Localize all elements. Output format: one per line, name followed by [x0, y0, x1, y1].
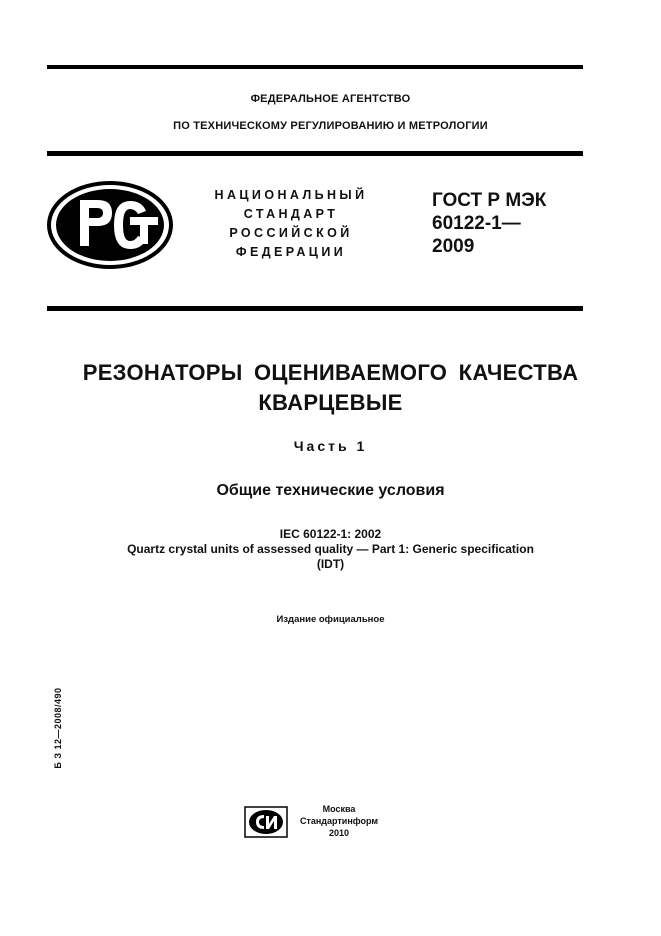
iec-reference	[0, 527, 661, 572]
top-rule	[47, 65, 583, 69]
publication-year: 2010	[328, 828, 350, 838]
agency-name-line2: ПО ТЕХНИЧЕСКОМУ РЕГУЛИРОВАНИЮ И МЕТРОЛОГИИ	[173, 120, 488, 132]
standard-code-line3: 2009	[432, 236, 475, 257]
standard-code-line2: 60122-1—	[432, 213, 521, 234]
standard-label-line3: РОССИЙСКОЙ	[229, 226, 353, 240]
publisher-city: Москва	[322, 804, 356, 814]
national-standard-label	[196, 186, 386, 262]
publisher-info	[291, 803, 387, 839]
document-subtitle: Общие технические условия	[216, 482, 445, 499]
publisher-logo	[244, 806, 288, 838]
edition-label: Издание официальное	[276, 614, 385, 625]
document-title-line1: РЕЗОНАТОРЫ ОЦЕНИВАЕМОГО КАЧЕСТВА	[82, 360, 579, 385]
standard-code	[432, 189, 592, 258]
part-number: Часть 1	[293, 438, 368, 454]
publisher-name: Стандартинформ	[299, 816, 379, 826]
agency-name-line1: ФЕДЕРАЛЬНОЕ АГЕНТСТВО	[250, 93, 411, 105]
iec-degree: (IDT)	[316, 557, 345, 571]
side-code: Б З 12—2008/490	[53, 687, 63, 769]
standard-label-line4: ФЕДЕРАЦИИ	[235, 245, 347, 259]
iec-english-title: Quartz crystal units of assessed quality — Part 1: Generic specification	[127, 542, 534, 556]
gost-r-logo-icon	[46, 180, 174, 270]
standartinform-logo-icon	[244, 806, 288, 838]
iec-number: IEC 60122-1: 2002	[279, 527, 382, 541]
header-rule	[47, 151, 583, 156]
document-title-line2: КВАРЦЕВЫЕ	[258, 390, 403, 415]
middle-rule	[47, 306, 583, 311]
standard-label-line1: НАЦИОНАЛЬНЫЙ	[214, 188, 368, 202]
standard-code-line1: ГОСТ Р МЭК	[432, 190, 547, 211]
gost-r-logo	[46, 180, 174, 270]
standard-label-line2: СТАНДАРТ	[243, 207, 339, 221]
